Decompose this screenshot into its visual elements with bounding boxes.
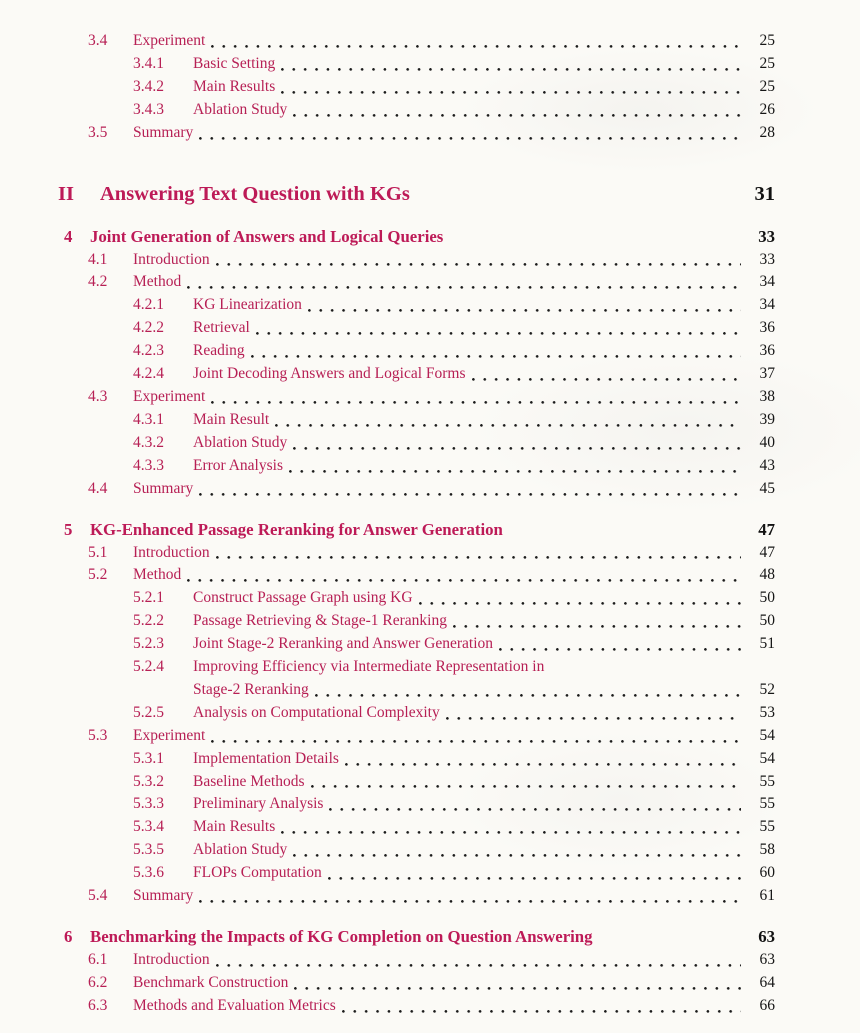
entry-title: Retrieval [193,319,250,337]
entry-page-number: 53 [759,703,775,721]
entry-page-number: 52 [759,680,775,698]
dot-leader [281,91,741,95]
toc-entry-5-3-1[interactable] [58,748,775,771]
entry-page-number: 63 [758,927,775,946]
entry-title: Reading [193,342,245,360]
toc-entry-5-3-6[interactable] [58,862,775,885]
entry-title: Experiment [133,387,206,405]
entry-page-number: 33 [758,226,775,246]
entry-page-number: 54 [759,749,775,767]
dot-leader [256,332,741,336]
entry-number: 6.2 [88,973,108,991]
entry-title: Summary [133,123,194,141]
entry-page-number: 38 [759,387,775,405]
entry-title: Answering Text Question with KGs [100,182,410,205]
entry-number: 4.3 [88,387,108,405]
entry-number: 5.3.1 [133,749,164,767]
dot-leader [199,900,741,904]
entry-title: KG Linearization [193,296,302,314]
entry-page-number: 40 [759,433,775,451]
toc-entry-5-2-5[interactable] [58,702,775,725]
entry-number: 5.1 [88,543,108,561]
entry-title: Joint Decoding Answers and Logical Forms [193,365,466,383]
toc-entry-5-3-4[interactable] [58,816,775,839]
entry-title: Summary [133,479,194,497]
entry-page-number: 34 [759,296,775,314]
entry-page-number: 25 [759,32,775,49]
dot-leader [311,785,742,789]
entry-page-number: 47 [758,519,775,539]
dot-leader [345,763,741,767]
entry-number: 3.4 [88,32,108,49]
dot-leader [294,987,741,991]
toc-entry-4-3-2[interactable] [58,432,775,455]
entry-page-number: 25 [759,54,775,72]
dot-leader [315,694,741,698]
entry-number: 5.3.5 [133,841,164,859]
toc-entry-3-4-2[interactable] [58,76,775,99]
entry-number: 4.2.3 [133,342,164,360]
toc-entry-5[interactable] [58,518,775,542]
entry-page-number: 39 [759,410,775,428]
entry-number: 4.3.1 [133,410,164,428]
dot-leader [308,309,741,313]
entry-number: 4.3.2 [133,433,164,451]
entry-page-number: 34 [759,273,775,291]
entry-number: 3.4.3 [133,100,164,118]
entry-page-number: 33 [759,250,775,268]
dot-leader [216,263,741,267]
toc-entry-4-2-1[interactable] [58,294,775,317]
entry-page-number: 45 [759,479,775,497]
entry-number: 4.3.3 [133,456,164,474]
toc-entry-4[interactable] [58,225,775,249]
entry-number: 5.3.3 [133,795,164,813]
toc-entry-4-2-3[interactable] [58,340,775,363]
toc-entry-5-2-1[interactable] [58,587,775,610]
dot-leader [499,648,741,652]
entry-number: 6.1 [88,951,108,968]
entry-title: Implementation Details [193,749,339,767]
entry-page-number: 26 [759,100,775,118]
toc-entry-line2 [133,679,775,702]
dot-leader [342,1010,741,1014]
entry-number: 5.2.5 [133,703,164,721]
entry-title: Ablation Study [193,433,288,451]
entry-title: KG-Enhanced Passage Reranking for Answer Generation [90,519,503,539]
toc-entry-6-1[interactable] [58,949,775,972]
toc-entry-5-3-5[interactable] [58,839,775,862]
dot-leader [187,579,741,583]
toc-entry-5-3[interactable] [58,725,775,748]
dot-leader [251,355,741,359]
entry-page-number: 47 [759,543,775,561]
entry-title: Methods and Evaluation Metrics [133,996,336,1014]
dot-leader [216,964,741,968]
dot-leader [293,447,741,451]
toc-entry-5-4[interactable] [58,885,775,908]
entry-number: 5.3.2 [133,772,164,790]
entry-title: Method [133,273,182,291]
toc-entry-4-3[interactable] [58,386,775,409]
entry-number: 4.2.2 [133,319,164,337]
dot-leader [199,493,741,497]
entry-title: Experiment [133,32,206,49]
entry-title: Improving Efficiency via Intermediate Representation in [193,658,545,676]
dot-leader [289,470,741,474]
entry-number: 4.2 [88,273,108,291]
entry-title: Introduction [133,951,210,968]
entry-number: 4.2.4 [133,365,164,383]
dot-leader [211,401,741,405]
toc-entry-5-3-2[interactable] [58,771,775,794]
dot-leader [216,556,741,560]
dot-leader [199,137,741,141]
entry-number: 5.3.6 [133,864,164,882]
entry-number: 6.3 [88,996,108,1014]
entry-number: 5.2 [88,566,108,584]
entry-page-number: 48 [759,566,775,584]
toc-entry-6-2[interactable] [58,972,775,995]
dot-leader [211,45,741,49]
entry-title: Joint Stage-2 Reranking and Answer Generation [193,635,494,653]
entry-number: 6 [64,927,73,946]
toc-entry-3-5[interactable] [58,122,775,145]
toc-entry-4-2-4[interactable] [58,363,775,386]
entry-title: Ablation Study [193,100,288,118]
entry-title: Method [133,566,182,584]
entry-title: Baseline Methods [193,772,305,790]
entry-page-number: 55 [759,795,775,813]
toc-entry-6[interactable] [58,925,775,949]
entry-title: FLOPs Computation [193,864,322,882]
entry-title: Construct Passage Graph using KG [193,589,413,607]
entry-title: Summary [133,887,194,905]
entry-title: Ablation Study [193,841,288,859]
entry-number: 4.2.1 [133,296,164,314]
entry-page-number: 36 [759,319,775,337]
dot-leader [211,740,741,744]
entry-page-number: 43 [759,456,775,474]
toc-entry-5-1[interactable] [58,542,775,565]
entry-page-number: 25 [759,77,775,95]
entry-page-number: 31 [754,182,775,205]
entry-title: Error Analysis [193,456,283,474]
entry-page-number: 50 [759,612,775,630]
entry-number: 5.2.1 [133,589,164,607]
dot-leader [293,854,741,858]
entry-title: Analysis on Computational Complexity [193,703,440,721]
entry-page-number: 61 [759,887,775,905]
entry-number: 4.1 [88,250,108,268]
entry-title: Introduction [133,250,210,268]
toc-entry-5-2-3[interactable] [58,633,775,656]
dot-leader [281,831,741,835]
dot-leader [328,877,741,881]
entry-title: Main Results [193,77,276,95]
entry-number: 5.2.4 [133,658,164,676]
toc-entry-line1 [133,656,775,679]
entry-page-number: 51 [759,635,775,653]
toc-entry-5-3-3[interactable] [58,793,775,816]
dot-leader [275,424,741,428]
toc-entry-4-2-2[interactable] [58,317,775,340]
entry-page-number: 60 [759,864,775,882]
toc-entry-3-4[interactable] [58,30,775,53]
entry-number: 5.4 [88,887,108,905]
entry-title: Benchmarking the Impacts of KG Completion on Question Answering [90,927,593,946]
toc-entry-4-3-3[interactable] [58,455,775,478]
toc-entry-5-2-4[interactable] [58,656,775,702]
entry-page-number: 36 [759,342,775,360]
toc-entry-4-3-1[interactable] [58,409,775,432]
entry-number: 5 [64,519,73,539]
entry-title: Introduction [133,543,210,561]
entry-title: Preliminary Analysis [193,795,324,813]
dot-leader [453,625,741,629]
entry-title: Joint Generation of Answers and Logical Queries [90,226,444,246]
entry-title-continued: Stage-2 Reranking [193,680,309,698]
entry-page-number: 55 [759,772,775,790]
toc-entry-5-2[interactable] [58,564,775,587]
entry-page-number: 50 [759,589,775,607]
entry-page-number: 63 [759,951,775,968]
toc-entry-4-2[interactable] [58,271,775,294]
dot-leader [446,717,741,721]
entry-number: II [58,182,74,205]
entry-page-number: 55 [759,818,775,836]
entry-number: 3.4.1 [133,54,164,72]
toc-entry-5-2-2[interactable] [58,610,775,633]
entry-title: Basic Setting [193,54,276,72]
dot-leader [419,602,741,606]
toc-entry-6-3[interactable] [58,995,775,1018]
entry-number: 5.3.4 [133,818,164,836]
entry-page-number: 28 [759,123,775,141]
entry-page-number: 66 [759,996,775,1014]
entry-page-number: 37 [759,365,775,383]
entry-title: Main Result [193,410,270,428]
toc-entry-4-4[interactable] [58,478,775,501]
toc-entry-3-4-1[interactable] [58,53,775,76]
entry-title: Benchmark Construction [133,973,289,991]
entry-number: 4 [64,226,73,246]
dot-leader [472,378,741,382]
entry-number: 5.2.3 [133,635,164,653]
entry-page-number: 58 [759,841,775,859]
entry-title: Experiment [133,726,206,744]
dot-leader [187,286,741,290]
entry-page-number: 54 [759,726,775,744]
dot-leader [293,114,741,118]
toc-entry-4-1[interactable] [58,249,775,272]
entry-number: 3.4.2 [133,77,164,95]
dot-leader [329,808,741,812]
entry-number: 4.4 [88,479,108,497]
entry-number: 5.2.2 [133,612,164,630]
entry-title: Main Results [193,818,276,836]
entry-number: 5.3 [88,726,108,744]
dot-leader [281,68,741,72]
entry-title: Passage Retrieving & Stage-1 Reranking [193,612,447,630]
entry-number: 3.5 [88,123,108,141]
toc-entry-3-4-3[interactable] [58,99,775,122]
toc-entry-II[interactable] [58,181,775,208]
entry-page-number: 64 [759,973,775,991]
